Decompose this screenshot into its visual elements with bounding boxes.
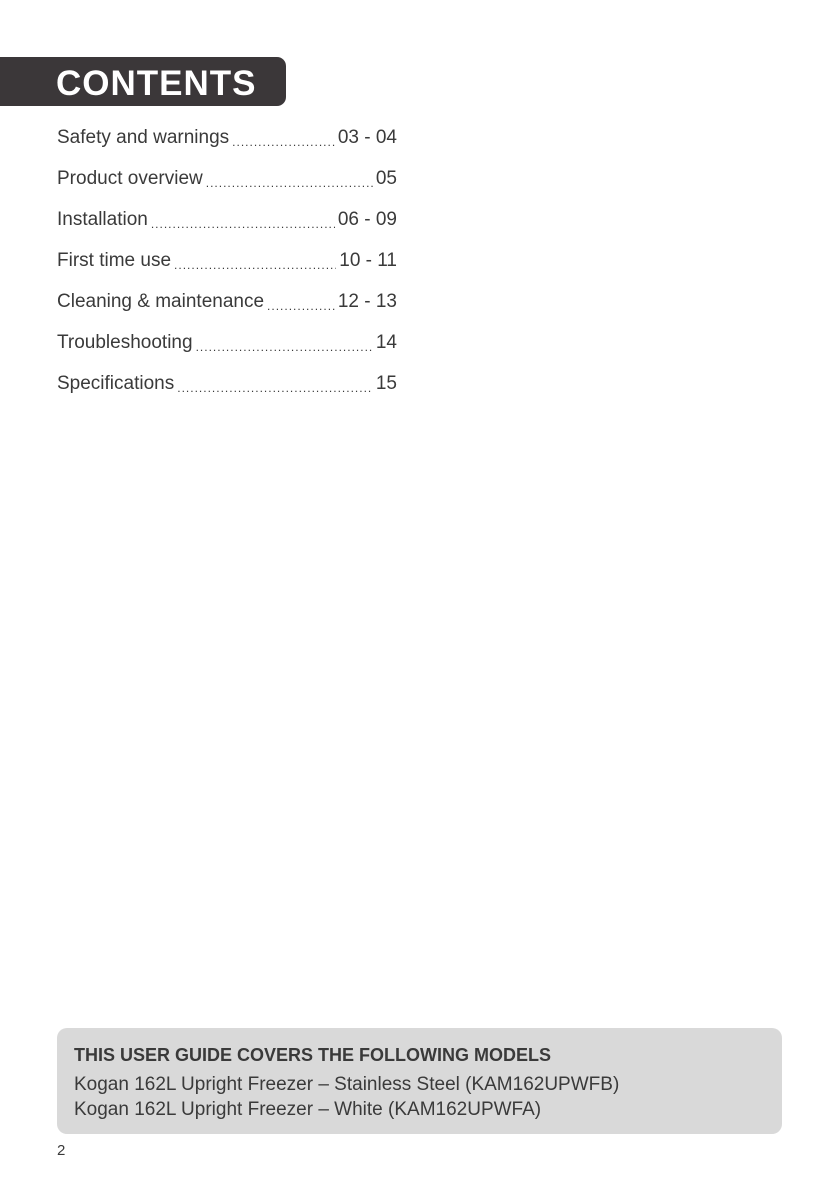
toc-entry-label: Safety and warnings [57, 126, 230, 148]
dot-leader [177, 381, 373, 395]
toc-entry-label: Cleaning & maintenance [57, 290, 265, 312]
models-heading: THIS USER GUIDE COVERS THE FOLLOWING MODELS [74, 1045, 552, 1065]
toc-entry-product-overview[interactable] [57, 158, 397, 199]
toc-entry-specifications[interactable] [57, 363, 397, 404]
toc-entry-label: First time use [57, 249, 172, 271]
toc-entry-label: Specifications [57, 372, 175, 394]
table-of-contents [57, 117, 397, 404]
contents-header-tab [0, 57, 286, 106]
toc-entry-page: 05 [375, 167, 397, 189]
toc-entry-page: 14 [375, 331, 397, 353]
models-info-box [57, 1028, 782, 1134]
dot-leader [174, 258, 336, 272]
toc-entry-page: 06 - 09 [337, 208, 397, 230]
toc-entry-page: 12 - 13 [337, 290, 397, 312]
toc-entry-label: Troubleshooting [57, 331, 193, 353]
dot-leader [196, 340, 373, 354]
toc-entry-label: Installation [57, 208, 148, 230]
model-item: Kogan 162L Upright Freezer – White (KAM162UPWFA) [74, 1099, 542, 1120]
toc-entry-page: 15 [375, 372, 397, 394]
dot-leader [232, 135, 335, 149]
toc-entry-troubleshooting[interactable] [57, 322, 397, 363]
dot-leader [206, 176, 373, 190]
toc-entry-label: Product overview [57, 167, 203, 189]
page-title: CONTENTS [56, 64, 257, 103]
toc-entry-first-time-use[interactable] [57, 240, 397, 281]
toc-entry-safety[interactable] [57, 117, 397, 158]
model-item: Kogan 162L Upright Freezer – Stainless Steel (KAM162UPWFB) [74, 1074, 620, 1095]
toc-entry-installation[interactable] [57, 199, 397, 240]
toc-entry-page: 10 - 11 [339, 249, 397, 271]
page-number: 2 [57, 1142, 66, 1159]
toc-entry-cleaning[interactable] [57, 281, 397, 322]
dot-leader [151, 217, 335, 231]
toc-entry-page: 03 - 04 [337, 126, 397, 148]
dot-leader [267, 299, 335, 313]
